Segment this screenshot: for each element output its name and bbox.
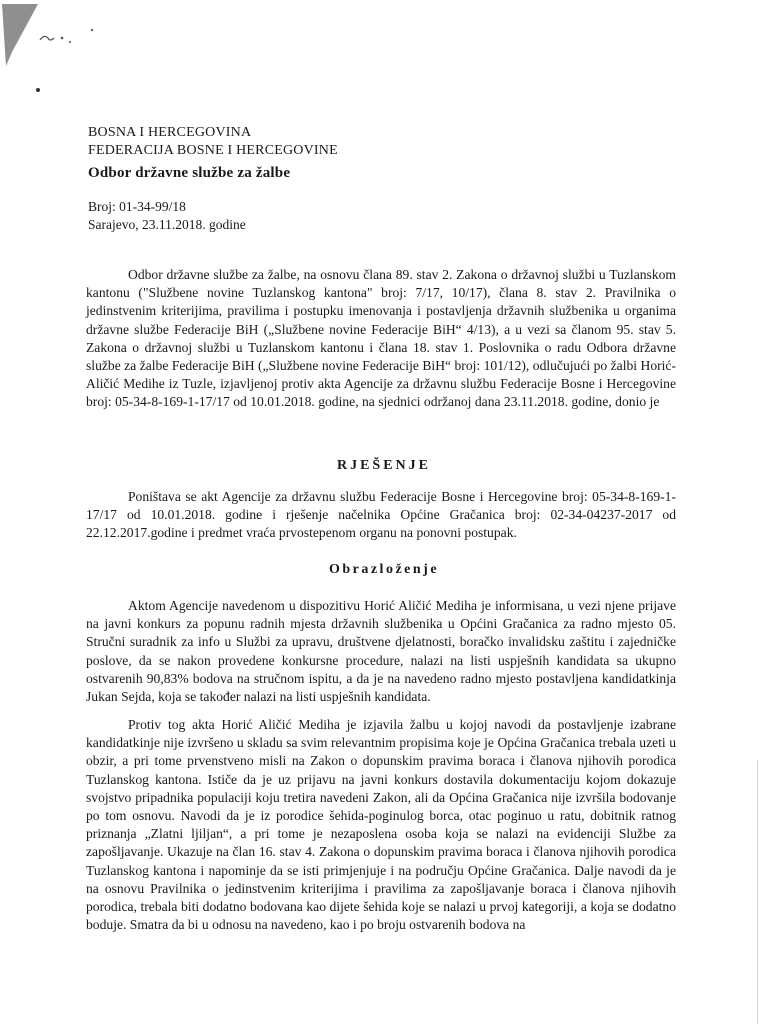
decision-heading: RJEŠENJE — [336, 458, 432, 473]
scan-edge-line — [757, 760, 758, 1024]
reasoning-heading: Obrazloženje — [328, 562, 440, 577]
reasoning-paragraph-1: Aktom Agencije navedenom u dispozitivu Horić Aličić Mediha je informisana, u vezi njene prijave na javni konkurs za popunu radnih mjesta državnih službenika u Općini Gračanica za radno mjesto 05. Stručni suradnik za info u Službi za upravu, društvene djelatnosti, boračko invalidsku zaštitu i zajedničke poslove, da se nakon provedene konkursne procedure, nalazi na listi uspješnih kandidata sa ukupno ostvarenih 90,83% bodova na stručnom ispitu, a da je na navedeno radno mjesto postavljena kandidatkinja Jukan Sejda, koja se također nalazi na listi uspješnih kandidata. — [86, 598, 676, 705]
decision-paragraph: Poništava se akt Agencije za državnu službu Federacije Bosne i Hercegovine broj: 05-34-8-169-1-17/17 od 10.01.2018. godine i rješenje načelnika Općine Gračanica broj: 02-34-04237-2017 od 22.12.2017.godine i predmet vraća prvostepenom organu na ponovni postupak. — [86, 489, 676, 541]
reference-number: Broj: 01-34-99/18 — [88, 199, 186, 214]
document-header — [88, 124, 708, 184]
document-reference — [88, 198, 246, 234]
reasoning-paragraph-2: Protiv tog akta Horić Aličić Mediha je izjavila žalbu u kojoj navodi da postavljenje izabrane kandidatkinje nije izvršeno u skladu sa svim relevantnim propisima koje je Općina Gračanica trebala uzeti u obzir, a pri tome prvenstveno misli na Zakon o dopunskim pravima boraca i članova njihovih porodica Tuzlanskog kantona. Ističe da je uz prijavu na javni konkurs dostavila dokumentaciju kojom dokazuje svojstvo pripadnika populaciji koju tretira navedeni Zakon, ali da Općina Gračanica nije izvršila bodovanje po tom osnovu. Navodi da je iz porodice šehida-poginulog borca, otac poginuo u ratu, dobitnik ratnog priznanja „Zlatni ljiljan“, a pri tome je nezaposlena osoba koja se nalazi na evidenciji Službe za zapošljavanje. Ukazuje na član 16. stav 4. Zakona o dopunskim pravima boraca i članova njihovih porodica Tuzlanskog kantona i napominje da se isti primjenjuje i na području Općine Gračanica. Dalje navodi da je na osnovu Pravilnika o jedinstvenim kriterijima i pravilima za zapošljavanje boraca i članova njihovih porodica, trebala biti dodatno bodovana kao dijete šehida koje se nalazi u prvoj kategoriji, a koja se dodatno boduje. Smatra da bi u odnosu na navedeno, kao i po broju ostvarenih bodova na — [86, 717, 676, 933]
intro-paragraph: Odbor državne službe za žalbe, na osnovu člana 89. stav 2. Zakona o državnoj službi u Tuzlanskom kantonu ("Službene novine Tuzlanskog kantona" broj: 7/17, 10/17), člana 8. stav 2. Pravilnika o jedinstvenim kriterijima, pravilima i postupku imenovanja i postavljenja državnih službenika u organima državne službe Federacije BiH („Službene novine Federacije BiH“ 4/13), a u vezi sa članom 95. stav 5. Zakona o državnoj službi u Tuzlanskom kantonu i člana 18. stav 1. Poslovnika o radu Odbora državne službe za žalbe Federacije BiH („Službene novine Federacije BiH“ broj: 101/12), odlučujući po žalbi Horić-Aličić Medihe iz Tuzle, izjavljenoj protiv akta Agencije za državnu službu Federacije Bosne i Hercegovine broj: 05-34-8-169-1-17/17 od 10.01.2018. godine, na sjednici održanoj dana 23.11.2018. godine, donio je — [86, 267, 676, 410]
organ-name: Odbor državne službe za žalbe — [88, 165, 291, 181]
place-and-date: Sarajevo, 23.11.2018. godine — [88, 217, 246, 232]
entity-name: FEDERACIJA BOSNE I HERCEGOVINE — [88, 143, 338, 158]
country-name: BOSNA I HERCEGOVINA — [88, 125, 252, 140]
scan-artifact-mark — [0, 0, 110, 110]
